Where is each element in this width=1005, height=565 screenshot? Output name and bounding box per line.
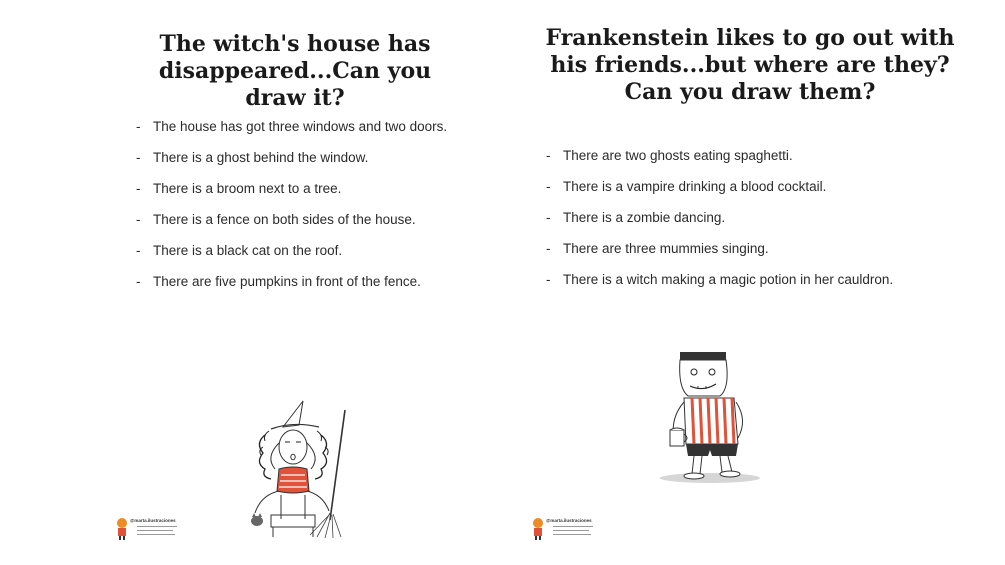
right-title-line-2: his friends...but where are they? xyxy=(550,52,950,78)
list-item xyxy=(136,272,496,303)
bullet-dash: - xyxy=(136,243,141,258)
bullet-dash: - xyxy=(136,150,141,165)
bullet-dash: - xyxy=(136,274,141,289)
character-logo-icon xyxy=(115,517,129,541)
list-item xyxy=(546,208,996,239)
list-item xyxy=(546,177,996,208)
clue-text: There is a vampire drinking a blood cocktail. xyxy=(563,179,827,194)
right-worksheet xyxy=(505,0,1005,565)
credit-logo xyxy=(115,517,190,543)
credit-handle: @marta.ilustraciones xyxy=(546,518,592,523)
left-title-line-2: disappeared...Can you draw it? xyxy=(158,58,432,111)
bullet-dash: - xyxy=(546,241,551,256)
clue-text: There are two ghosts eating spaghetti. xyxy=(563,148,793,163)
clue-text: The house has got three windows and two doors. xyxy=(153,119,448,134)
bullet-dash: - xyxy=(546,272,551,287)
credit-fine-print xyxy=(553,530,589,531)
credit-logo xyxy=(531,517,606,543)
list-item xyxy=(136,148,496,179)
clue-text: There is a zombie dancing. xyxy=(563,210,726,225)
left-title-line-1: The witch's house has xyxy=(159,31,431,57)
clue-text: There is a fence on both sides of the house. xyxy=(153,212,416,227)
list-item xyxy=(136,117,496,148)
left-title xyxy=(130,31,460,112)
clue-text: There is a witch making a magic potion in her cauldron. xyxy=(563,272,894,287)
credit-fine-print xyxy=(137,530,173,531)
bullet-dash: - xyxy=(546,148,551,163)
clue-text: There is a black cat on the roof. xyxy=(153,243,343,258)
clue-text: There is a broom next to a tree. xyxy=(153,181,342,196)
credit-handle: @marta.ilustraciones xyxy=(130,518,176,523)
witch-illustration xyxy=(235,395,360,540)
right-title xyxy=(545,25,955,106)
credit-fine-print xyxy=(137,526,177,527)
clue-text: There are three mummies singing. xyxy=(563,241,769,256)
bullet-dash: - xyxy=(136,212,141,227)
bullet-dash: - xyxy=(546,210,551,225)
credit-fine-print xyxy=(553,534,591,535)
character-logo-icon xyxy=(531,517,545,541)
list-item xyxy=(546,146,996,177)
frankenstein-illustration xyxy=(650,348,770,488)
list-item xyxy=(136,241,496,272)
credit-fine-print xyxy=(137,534,175,535)
list-item xyxy=(136,210,496,241)
bullet-dash: - xyxy=(136,181,141,196)
bullet-dash: - xyxy=(546,179,551,194)
list-item xyxy=(136,179,496,210)
list-item xyxy=(546,270,996,301)
left-clue-list xyxy=(136,117,496,303)
left-worksheet xyxy=(0,0,500,565)
right-title-line-3: Can you draw them? xyxy=(624,79,876,105)
right-title-line-1: Frankenstein likes to go out with xyxy=(545,25,955,51)
clue-text: There is a ghost behind the window. xyxy=(153,150,369,165)
bullet-dash: - xyxy=(136,119,141,134)
list-item xyxy=(546,239,996,270)
clue-text: There are five pumpkins in front of the fence. xyxy=(153,274,421,289)
credit-fine-print xyxy=(553,526,593,527)
right-clue-list xyxy=(546,146,996,301)
